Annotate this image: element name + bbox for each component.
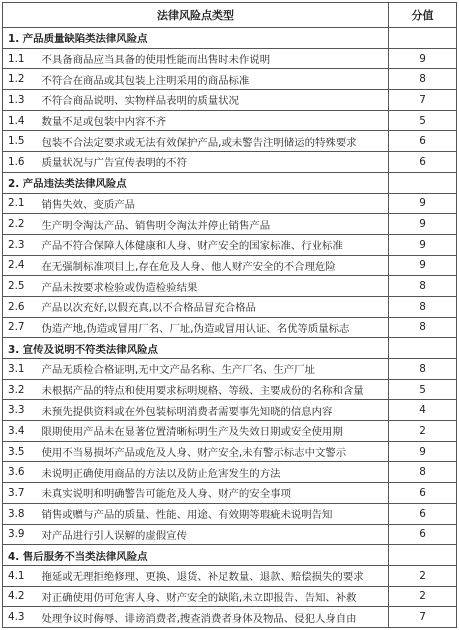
table-row <box>3 131 457 152</box>
row-number: 1.4 <box>3 110 38 131</box>
row-number: 2.7 <box>3 317 38 338</box>
table-row <box>3 69 457 90</box>
header-score: 分值 <box>389 3 457 28</box>
row-score: 5 <box>389 379 457 400</box>
row-description: 质量状况与广告宣传表明的不符 <box>38 152 389 173</box>
table-row <box>3 234 457 255</box>
table-row <box>3 296 457 317</box>
table-row <box>3 400 457 421</box>
row-number: 1.6 <box>3 152 38 173</box>
row-number: 3.3 <box>3 400 38 421</box>
table-row <box>3 503 457 524</box>
risk-table-container <box>2 2 456 628</box>
row-score: 8 <box>389 462 457 483</box>
row-description: 对产品进行引人误解的虚假宣传 <box>38 524 389 545</box>
row-number: 2.1 <box>3 193 38 214</box>
row-description: 未预先提供资料或在外包装标明消费者需要事先知晓的信息内容 <box>38 400 389 421</box>
row-number: 2.4 <box>3 255 38 276</box>
row-score: 6 <box>389 503 457 524</box>
row-description: 包装不合法定要求或无法有效保护产品,或未警告注明储运的特殊要求 <box>38 131 389 152</box>
section-score-empty <box>389 28 457 49</box>
row-number: 2.2 <box>3 214 38 235</box>
row-number: 2.5 <box>3 276 38 297</box>
table-row <box>3 255 457 276</box>
row-description: 未真实说明和明确警告可能危及人身、财产的安全事项 <box>38 483 389 504</box>
row-score: 9 <box>389 214 457 235</box>
table-row <box>3 48 457 69</box>
row-description: 不符合商品说明、实物样品表明的质量状况 <box>38 90 389 111</box>
section-score-empty <box>389 172 457 193</box>
row-score: 2 <box>389 565 457 586</box>
row-description: 拖延或无理拒绝修理、更换、退货、补足数量、退款、赔偿损失的要求 <box>38 565 389 586</box>
section-row <box>3 338 457 359</box>
table-row <box>3 441 457 462</box>
row-description: 伪造产地,伪造或冒用厂名、厂址,伪造或冒用认证、名优等质量标志 <box>38 317 389 338</box>
row-score: 6 <box>389 152 457 173</box>
row-number: 3.7 <box>3 483 38 504</box>
row-score: 6 <box>389 524 457 545</box>
table-row <box>3 90 457 111</box>
row-number: 2.3 <box>3 234 38 255</box>
row-description: 销售或赠与产品的质量、性能、用途、有效期等瑕疵未说明告知 <box>38 503 389 524</box>
row-score: 6 <box>389 131 457 152</box>
row-number: 3.9 <box>3 524 38 545</box>
row-score: 9 <box>389 48 457 69</box>
row-description: 产品不符合保障人体健康和人身、财产安全的国家标准、行业标准 <box>38 234 389 255</box>
row-number: 3.5 <box>3 441 38 462</box>
table-row <box>3 379 457 400</box>
row-score: 7 <box>389 607 457 628</box>
row-number: 4.3 <box>3 607 38 628</box>
row-score: 8 <box>389 69 457 90</box>
section-row <box>3 172 457 193</box>
section-row <box>3 28 457 49</box>
row-description: 限期使用产品未在显著位置清晰标明生产及失效日期或安全使用期 <box>38 421 389 442</box>
table-header-row <box>3 3 457 28</box>
section-row <box>3 545 457 566</box>
table-row <box>3 359 457 380</box>
table-body <box>3 28 457 628</box>
row-number: 4.1 <box>3 565 38 586</box>
row-score: 8 <box>389 276 457 297</box>
legal-risk-table <box>2 2 457 628</box>
row-number: 3.2 <box>3 379 38 400</box>
row-description: 销售失效、变质产品 <box>38 193 389 214</box>
table-row <box>3 586 457 607</box>
row-score: 4 <box>389 400 457 421</box>
row-score: 8 <box>389 359 457 380</box>
table-row <box>3 214 457 235</box>
header-type: 法律风险点类型 <box>3 3 389 28</box>
table-row <box>3 483 457 504</box>
row-description: 不具备商品应当具备的使用性能而出售时未作说明 <box>38 48 389 69</box>
row-score: 8 <box>389 317 457 338</box>
table-row <box>3 565 457 586</box>
row-number: 3.4 <box>3 421 38 442</box>
row-score: 2 <box>389 421 457 442</box>
row-score: 9 <box>389 234 457 255</box>
row-description: 生产明令淘汰产品、销售明令淘汰并停止销售产品 <box>38 214 389 235</box>
table-row <box>3 317 457 338</box>
table-row <box>3 462 457 483</box>
section-title: 2. 产品违法类法律风险点 <box>3 172 389 193</box>
row-number: 1.5 <box>3 131 38 152</box>
row-description: 产品以次充好,以假充真,以不合格品冒充合格品 <box>38 296 389 317</box>
row-description: 产品无质检合格证明,无中文产品名称、生产厂名、生产厂址 <box>38 359 389 380</box>
row-score: 5 <box>389 110 457 131</box>
row-description: 对正确使用仍可危害人身、财产安全的缺陷,未立即报告、告知、补救 <box>38 586 389 607</box>
row-number: 3.8 <box>3 503 38 524</box>
section-title: 3. 宣传及说明不符类法律风险点 <box>3 338 389 359</box>
section-title: 1. 产品质量缺陷类法律风险点 <box>3 28 389 49</box>
row-description: 未根据产品的特点和使用要求标明规格、等级、主要成份的名称和含量 <box>38 379 389 400</box>
table-row <box>3 110 457 131</box>
row-number: 1.2 <box>3 69 38 90</box>
table-row <box>3 193 457 214</box>
table-row <box>3 421 457 442</box>
table-row <box>3 276 457 297</box>
row-score: 6 <box>389 483 457 504</box>
row-number: 3.1 <box>3 359 38 380</box>
row-score: 8 <box>389 296 457 317</box>
row-score: 7 <box>389 90 457 111</box>
row-number: 1.1 <box>3 48 38 69</box>
row-description: 产品未按要求检验或伪造检验结果 <box>38 276 389 297</box>
row-description: 不符合在商品或其包装上注明采用的商品标准 <box>38 69 389 90</box>
row-description: 使用不当易损坏产品或危及人身、财产安全,未有警示标志中文警示 <box>38 441 389 462</box>
row-score: 9 <box>389 255 457 276</box>
row-description: 未说明正确使用商品的方法以及防止危害发生的方法 <box>38 462 389 483</box>
row-score: 9 <box>389 441 457 462</box>
row-score: 2 <box>389 586 457 607</box>
row-number: 3.6 <box>3 462 38 483</box>
row-description: 数量不足或包装中内容不齐 <box>38 110 389 131</box>
row-number: 1.3 <box>3 90 38 111</box>
table-row <box>3 524 457 545</box>
row-number: 4.2 <box>3 586 38 607</box>
row-number: 2.6 <box>3 296 38 317</box>
table-row <box>3 607 457 628</box>
row-description: 在无强制标准项目上,存在危及人身、他人财产安全的不合理危险 <box>38 255 389 276</box>
section-title: 4. 售后服务不当类法律风险点 <box>3 545 389 566</box>
table-row <box>3 152 457 173</box>
row-description: 处理争议时侮辱、诽谤消费者,搜查消费者身体及物品、侵犯人身自由 <box>38 607 389 628</box>
section-score-empty <box>389 338 457 359</box>
section-score-empty <box>389 545 457 566</box>
row-score: 9 <box>389 193 457 214</box>
